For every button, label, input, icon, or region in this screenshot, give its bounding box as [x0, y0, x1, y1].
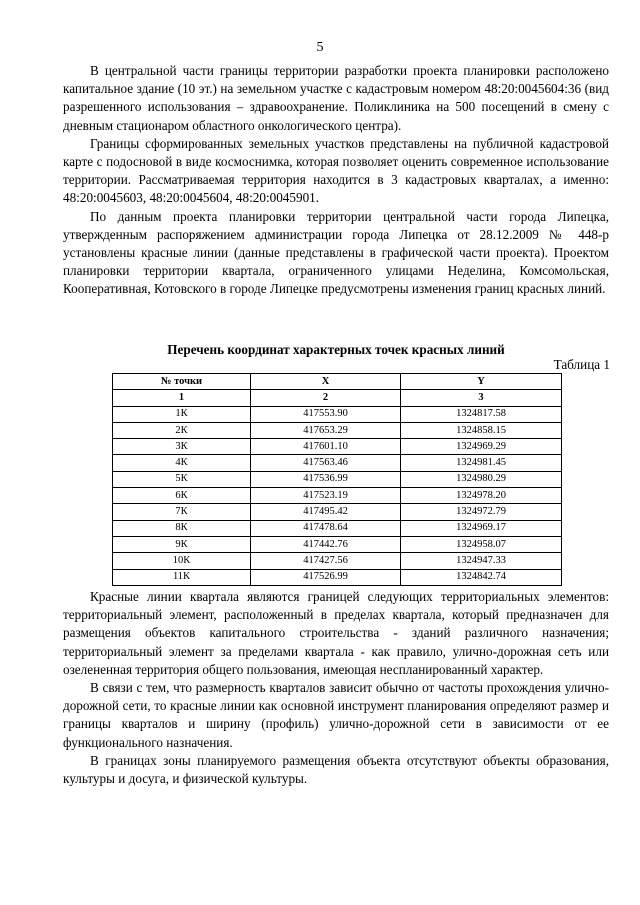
y-cell: 1324980.29 — [401, 471, 562, 487]
table-row — [113, 569, 562, 585]
table-row — [113, 520, 562, 536]
text-block-top — [63, 62, 609, 299]
y-cell: 1324817.58 — [401, 406, 562, 422]
point-cell: 10К — [113, 553, 251, 569]
point-cell: 2К — [113, 422, 251, 438]
point-cell: 4К — [113, 455, 251, 471]
table-row — [113, 455, 562, 471]
y-cell: 1324978.20 — [401, 488, 562, 504]
paragraph: В связи с тем, что размерность кварталов зависит обычно от частоты прохождения улично-дорожной сети, то красные линии как основной инструмент планирования определяют размер и границы кварталов и ширину (профиль) улично-дорожной сети в зависимости от ее функционального назначения. — [63, 680, 609, 750]
paragraph: Границы сформированных земельных участков представлены на публичной кадастровой карте с подосновой в виде космоснимка, которая позволяет оценить современное использование территории. Рассматриваемая территория находится в 3 кадастровых кварталах, а именно: 48:20:0045603, 48:20:0045604, 48:20:0045901. — [63, 135, 609, 206]
table-index-row — [113, 390, 562, 406]
x-cell: 417523.19 — [251, 488, 401, 504]
point-cell: 5К — [113, 471, 251, 487]
y-cell: 1324969.29 — [401, 439, 562, 455]
header-point-number: № точки — [113, 374, 251, 390]
point-cell: 8К — [113, 520, 251, 536]
index-cell: 1 — [113, 390, 251, 406]
point-cell: 7К — [113, 504, 251, 520]
table-row — [113, 422, 562, 438]
coordinates-table — [112, 373, 562, 586]
index-cell: 3 — [401, 390, 562, 406]
x-cell: 417442.76 — [251, 536, 401, 552]
table-row — [113, 471, 562, 487]
table-caption: Таблица 1 — [553, 357, 610, 372]
point-cell: 1К — [113, 406, 251, 422]
point-cell: 11К — [113, 569, 251, 585]
y-cell: 1324947.33 — [401, 553, 562, 569]
y-cell: 1324958.07 — [401, 536, 562, 552]
y-cell: 1324972.79 — [401, 504, 562, 520]
y-cell: 1324858.15 — [401, 422, 562, 438]
x-cell: 417563.46 — [251, 455, 401, 471]
paragraph: Красные линии квартала являются границей следующих территориальных элементов: территориальный элемент, расположенный в пределах квартала, который предназначен для размещения объектов капитального строительства - зданий различного назначения; территориальный элемент за пределами квартала - как правило, улично-дорожная сеть или озелененная территория общего пользования, имеющая неспланированный характер. — [63, 589, 609, 677]
x-cell: 417478.64 — [251, 520, 401, 536]
paragraph: В центральной части границы территории разработки проекта планировки расположено капитальное здание (10 эт.) на земельном участке с кадастровым номером 48:20:0045604:36 (вид разрешенного использования – здравоохранение. Поликлиника на 500 посещений в смену с дневным стационаром областного онкологического центра). — [63, 63, 609, 133]
x-cell: 417536.99 — [251, 471, 401, 487]
header-y: Y — [401, 374, 562, 390]
y-cell: 1324842.74 — [401, 569, 562, 585]
x-cell: 417601.10 — [251, 439, 401, 455]
table-row — [113, 439, 562, 455]
point-cell: 9К — [113, 536, 251, 552]
paragraph: По данным проекта планировки территории центральной части города Липецка, утвержденным распоряжением администрации города Липецка от 28.12.2009 № 448-р установлены красные линии (данные представлены в графической части проекта). Проектом планировки территории квартала, ограниченного улицами Неделина, Комсомольская, Кооперативная, Котовского в городе Липецке предусмотрены изменения границ красных линий. — [63, 208, 609, 297]
point-cell: 6К — [113, 488, 251, 504]
x-cell: 417427.56 — [251, 553, 401, 569]
header-x: X — [251, 374, 401, 390]
table-header-row — [113, 374, 562, 390]
x-cell: 417553.90 — [251, 406, 401, 422]
text-block-bottom — [63, 588, 609, 788]
point-cell: 3К — [113, 439, 251, 455]
x-cell: 417495.42 — [251, 504, 401, 520]
table-row — [113, 504, 562, 520]
page-number: 5 — [316, 40, 324, 55]
y-cell: 1324969.17 — [401, 520, 562, 536]
index-cell: 2 — [251, 390, 401, 406]
y-cell: 1324981.45 — [401, 455, 562, 471]
x-cell: 417653.29 — [251, 422, 401, 438]
table-row — [113, 553, 562, 569]
table-row — [113, 536, 562, 552]
paragraph: В границах зоны планируемого размещения объекта отсутствуют объекты образования, культуры и досуга, и физической культуры. — [63, 752, 609, 787]
table-title: Перечень координат характерных точек красных линий — [167, 342, 505, 357]
x-cell: 417526.99 — [251, 569, 401, 585]
table-row — [113, 406, 562, 422]
table-row — [113, 488, 562, 504]
